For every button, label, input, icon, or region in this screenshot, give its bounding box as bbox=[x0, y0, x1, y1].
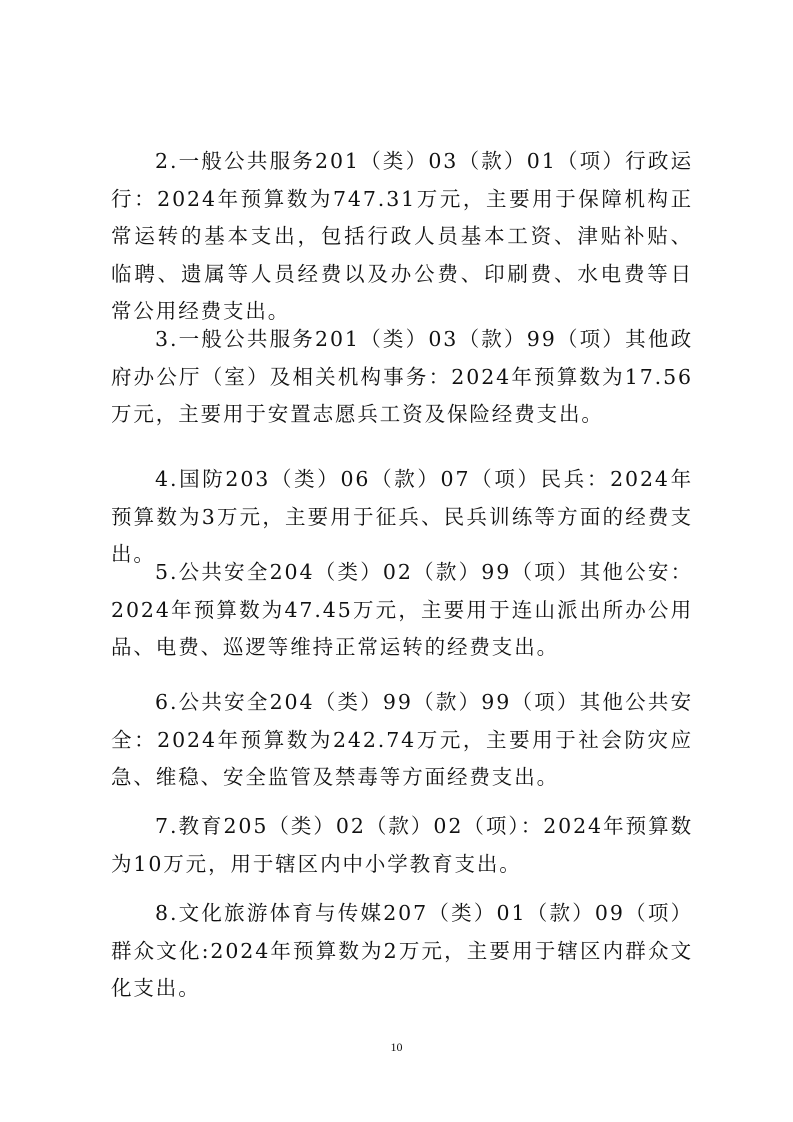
paragraph-item-4: 4.国防203（类）06（款）07（项）民兵：2024年预算数为3万元，主要用于征兵、民兵训练等方面的经费支出。 bbox=[111, 467, 693, 566]
paragraph-item-7: 7.教育205（类）02（款）02（项）：2024年预算数为10万元，用于辖区内中小学教育支出。 bbox=[111, 814, 693, 876]
paragraph-item-8: 8.文化旅游体育与传媒207（类）01（款）09（项）群众文化:2024年预算数为2万元，主要用于辖区内群众文化支出。 bbox=[111, 901, 693, 1000]
paragraph-item-2: 2.一般公共服务201（类）03（款）01（项）行政运行：2024年预算数为747.31万元，主要用于保障机构正常运转的基本支出，包括行政人员基本工资、津贴补贴、临聘、遗属等人员经费以及办公费、印刷费、水电费等日常公用经费支出。 bbox=[111, 149, 693, 323]
page-number: 10 bbox=[390, 1040, 403, 1054]
paragraph-item-6: 6.公共安全204（类）99（款）99（项）其他公共安全：2024年预算数为242.74万元，主要用于社会防灾应急、维稳、安全监管及禁毒等方面经费支出。 bbox=[111, 690, 693, 789]
paragraph-item-3: 3.一般公共服务201（类）03（款）99（项）其他政府办公厅（室）及相关机构事务：2024年预算数为17.56万元，主要用于安置志愿兵工资及保险经费支出。 bbox=[111, 327, 693, 426]
paragraph-item-5: 5.公共安全204（类）02（款）99（项）其他公安：2024年预算数为47.45万元，主要用于连山派出所办公用品、电费、巡逻等维持正常运转的经费支出。 bbox=[111, 560, 693, 659]
